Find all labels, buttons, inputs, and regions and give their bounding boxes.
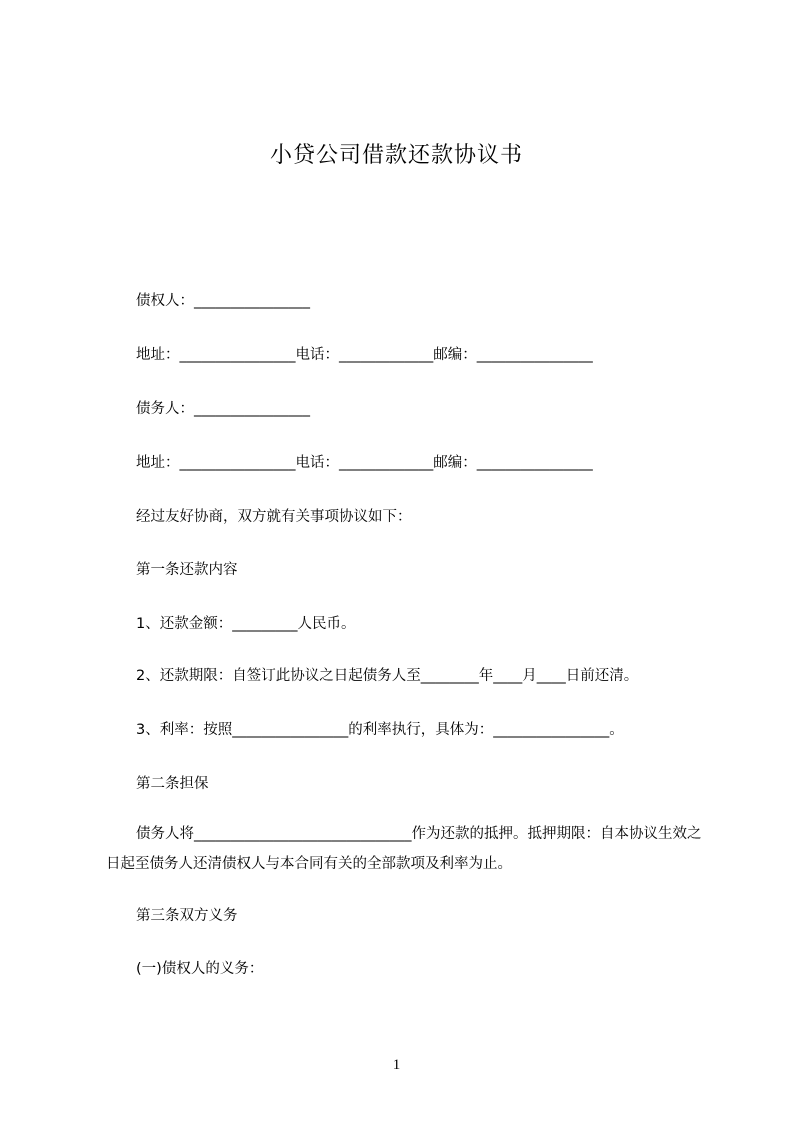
debtor-address-line: 地址：________________电话：_____________邮编：________________ xyxy=(136,455,593,471)
article2-heading: 第二条担保 xyxy=(136,776,209,792)
creditor-address-line: 地址：________________电话：_____________邮编：________________ xyxy=(136,347,593,363)
debtor-line: 债务人：________________ xyxy=(136,401,310,417)
document-title: 小贷公司借款还款协议书 xyxy=(269,143,523,168)
creditor-line: 债权人：________________ xyxy=(136,293,310,309)
article3-sub1: (一)债权人的义务： xyxy=(136,961,264,977)
article1-item1: 1、还款金额：_________人民币。 xyxy=(136,616,356,632)
article1-item2: 2、还款期限：自签订此协议之日起债务人至________年____月____日前还清。 xyxy=(136,668,639,684)
page-number: 1 xyxy=(392,1057,401,1073)
article1-item3: 3、利率：按照________________的利率执行，具体为：________________。 xyxy=(136,722,624,738)
article2-body: 债务人将______________________________作为还款的抵押。抵押期限：自本协议生效之日起至债务人还清债权人与本合同有关的全部款项及利率为止。 xyxy=(106,826,702,872)
intro-paragraph: 经过友好协商，双方就有关事项协议如下： xyxy=(136,509,412,525)
article1-heading: 第一条还款内容 xyxy=(136,562,238,578)
article3-heading: 第三条双方义务 xyxy=(136,908,238,924)
